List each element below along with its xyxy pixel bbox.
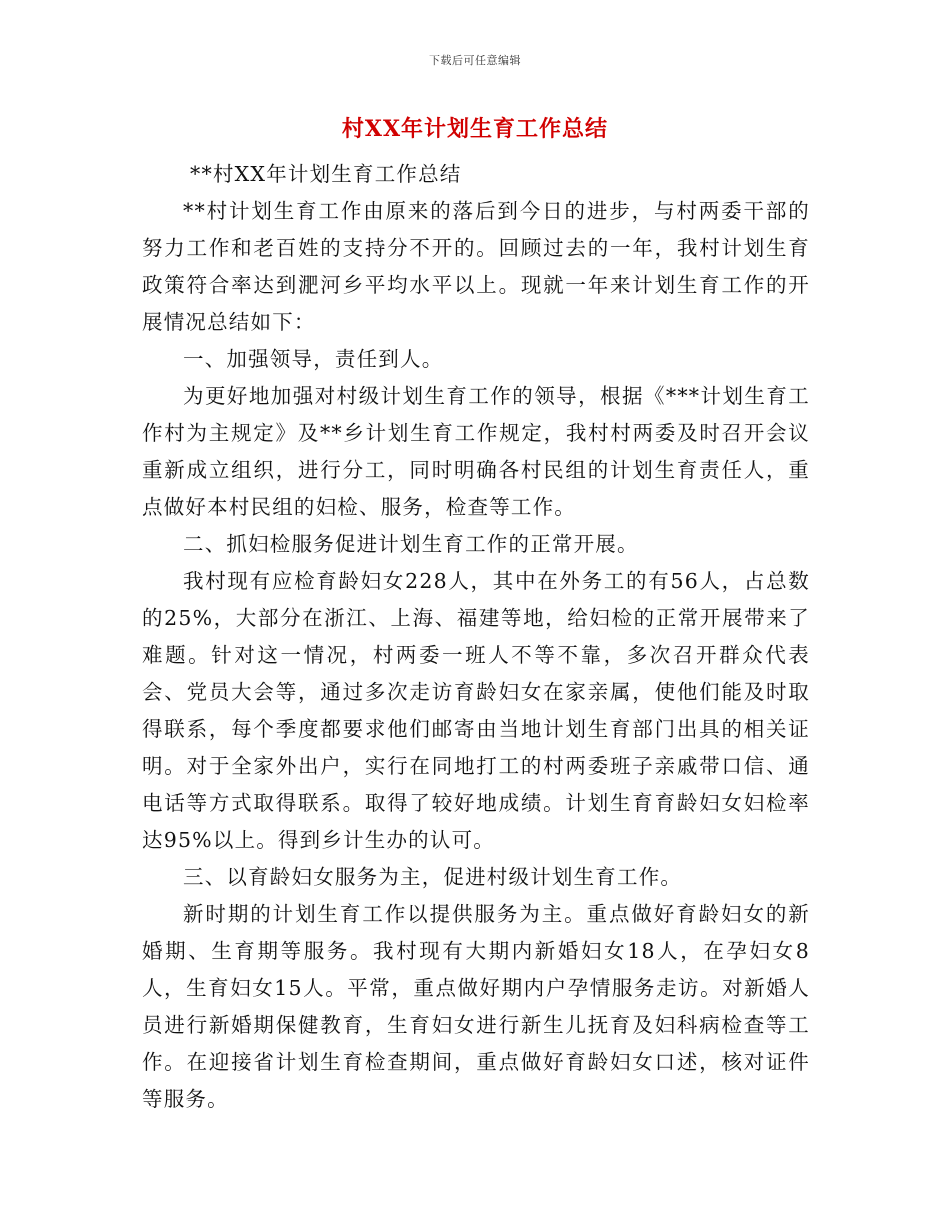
- header-note: 下载后可任意编辑: [429, 54, 521, 67]
- paragraph-section-3: 新时期的计划生育工作以提供服务为主。重点做好育龄妇女的新婚期、生育期等服务。我村现有大期内新婚妇女18人，在孕妇女8人，生育妇女15人。平常，重点做好期内户孕情服务走访。对新婚人员进行新婚期保健教育，生育妇女进行新生儿抚育及妇科病检查等工作。在迎接省计划生育检查期间，重点做好育龄妇女口述，核对证件等服务。: [142, 902, 810, 1111]
- document-title: 村XX年计划生育工作总结: [341, 116, 609, 142]
- section-heading-3: 三、以育龄妇女服务为主，促进村级计划生育工作。: [183, 865, 683, 889]
- section-heading-2: 二、抓妇检服务促进计划生育工作的正常开展。: [183, 532, 639, 556]
- section-heading-1: 一、加强领导，责任到人。: [183, 347, 444, 371]
- paragraph-intro: **村计划生育工作由原来的落后到今日的进步，与村两委干部的努力工作和老百姓的支持分不开的。回顾过去的一年，我村计划生育政策符合率达到淝河乡平均水平以上。现就一年来计划生育工作的开展情况总结如下：: [142, 199, 810, 334]
- document-subtitle: **村XX年计划生育工作总结: [190, 162, 462, 186]
- paragraph-section-2: 我村现有应检育龄妇女228人，其中在外务工的有56人，占总数的25%，大部分在浙江、上海、福建等地，给妇检的正常开展带来了难题。针对这一情况，村两委一班人不等不靠，多次召开群众代表会、党员大会等，通过多次走访育龄妇女在家亲属，使他们能及时取得联系，每个季度都要求他们邮寄由当地计划生育部门出具的相关证明。对于全家外出户，实行在同地打工的村两委班子亲戚带口信、通电话等方式取得联系。取得了较好地成绩。计划生育育龄妇女妇检率达95%以上。得到乡计生办的认可。: [142, 569, 810, 852]
- paragraph-section-1: 为更好地加强对村级计划生育工作的领导，根据《***计划生育工作村为主规定》及**乡计划生育工作规定，我村村两委及时召开会议重新成立组织，进行分工，同时明确各村民组的计划生育责任人，重点做好本村民组的妇检、服务，检查等工作。: [142, 384, 810, 519]
- document-body: [142, 156, 810, 1118]
